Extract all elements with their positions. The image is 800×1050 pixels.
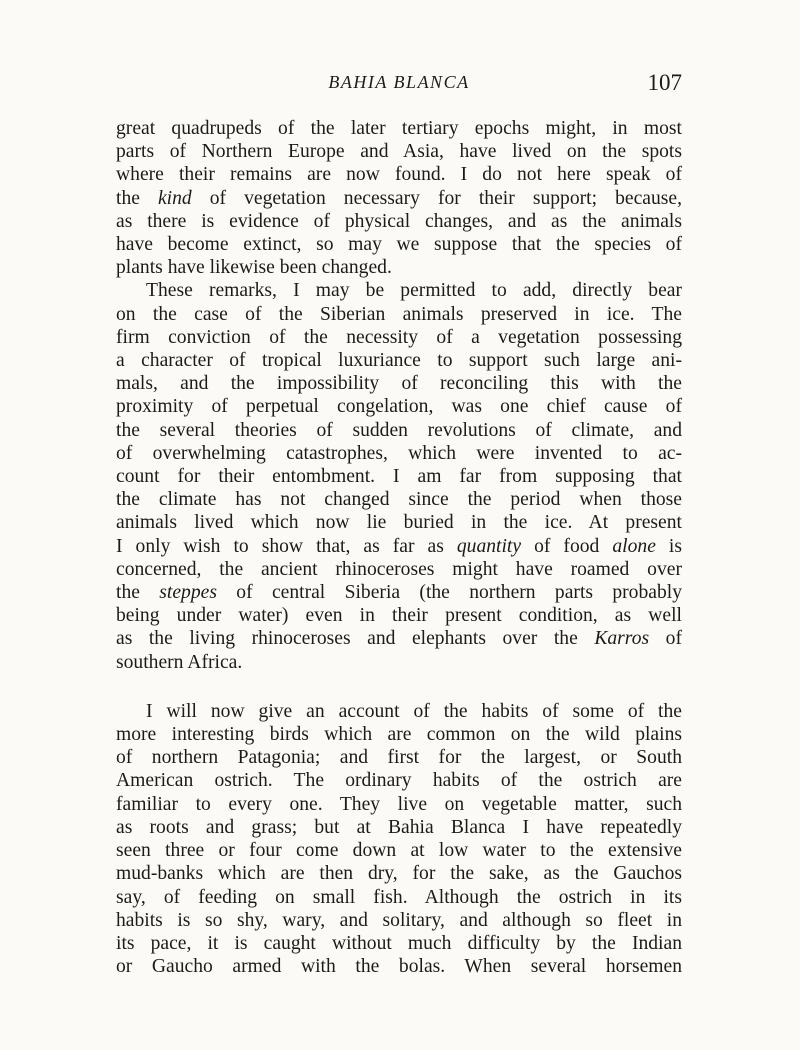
text-line: the steppes of central Siberia (the northern parts probably xyxy=(116,582,682,604)
running-head xyxy=(116,70,682,100)
paragraph xyxy=(116,279,682,673)
text-line: I will now give an account of the habits of some of the xyxy=(146,700,682,722)
paragraph xyxy=(116,700,682,978)
text-line: where their remains are now found. I do not here speak of xyxy=(116,164,682,186)
emphasized-word: quantity xyxy=(456,535,522,557)
text-line: on the case of the Siberian animals preserved in ice. The xyxy=(116,303,682,325)
text-line: count for their entombment. I am far from supposing that xyxy=(116,466,682,488)
emphasized-word: steppes xyxy=(159,582,217,604)
page-number: 107 xyxy=(647,70,682,95)
running-head-title: BAHIA BLANCA xyxy=(328,72,470,92)
paragraph xyxy=(116,117,682,279)
book-page xyxy=(116,70,682,978)
body-text xyxy=(116,117,682,978)
text-line: as there is evidence of physical changes, and as the animals xyxy=(116,210,682,232)
text-line: say, of feeding on small fish. Although the ostrich in its xyxy=(116,886,682,908)
text-line: proximity of perpetual congelation, was one chief cause of xyxy=(116,396,682,418)
text-line: the kind of vegetation necessary for their support; because, xyxy=(116,187,682,209)
section-break xyxy=(116,674,682,700)
text-line: habits is so shy, wary, and solitary, and although so fleet in xyxy=(116,909,682,931)
text-line: great quadrupeds of the later tertiary epochs might, in most xyxy=(116,118,682,139)
text-line: I only wish to show that, as far as quantity of food alone is xyxy=(116,535,682,557)
text-line: its pace, it is caught without much difficulty by the Indian xyxy=(116,932,682,954)
emphasized-word: kind xyxy=(157,187,192,209)
text-line: familiar to every one. They live on vegetable matter, such xyxy=(116,793,682,815)
text-line: as the living rhinoceroses and elephants over the Karros of xyxy=(116,628,682,650)
text-line: of overwhelming catastrophes, which were invented to ac- xyxy=(116,442,682,464)
text-line: concerned, the ancient rhinoceroses might have roamed over xyxy=(116,558,682,580)
text-line: a character of tropical luxuriance to support such large ani- xyxy=(116,350,682,372)
text-line: have become extinct, so may we suppose that the species of xyxy=(116,234,682,256)
text-line: the several theories of sudden revolutions of climate, and xyxy=(116,419,682,441)
text-line: These remarks, I may be permitted to add, directly bear xyxy=(146,280,682,302)
text-line: more interesting birds which are common on the wild plains xyxy=(116,724,682,746)
text-line: being under water) even in their present condition, as well xyxy=(116,605,682,627)
text-line: mud-banks which are then dry, for the sake, as the Gauchos xyxy=(116,863,682,885)
emphasized-word: alone xyxy=(612,535,656,557)
text-line: southern Africa. xyxy=(116,651,243,673)
text-line: parts of Northern Europe and Asia, have lived on the spots xyxy=(116,141,682,163)
text-line: American ostrich. The ordinary habits of the ostrich are xyxy=(116,770,682,792)
text-line: of northern Patagonia; and first for the largest, or South xyxy=(116,747,682,769)
text-line: firm conviction of the necessity of a vegetation possessing xyxy=(116,326,682,348)
text-line: seen three or four come down at low water to the extensive xyxy=(116,840,682,862)
text-line: plants have likewise been changed. xyxy=(116,257,392,279)
text-line: mals, and the impossibility of reconciling this with the xyxy=(116,373,682,395)
text-line: as roots and grass; but at Bahia Blanca I have repeatedly xyxy=(116,816,682,838)
text-line: or Gaucho armed with the bolas. When several horsemen xyxy=(116,956,682,978)
emphasized-word: Karros xyxy=(594,628,650,650)
text-line: the climate has not changed since the period when those xyxy=(116,489,682,511)
text-line: animals lived which now lie buried in the ice. At present xyxy=(116,512,682,534)
